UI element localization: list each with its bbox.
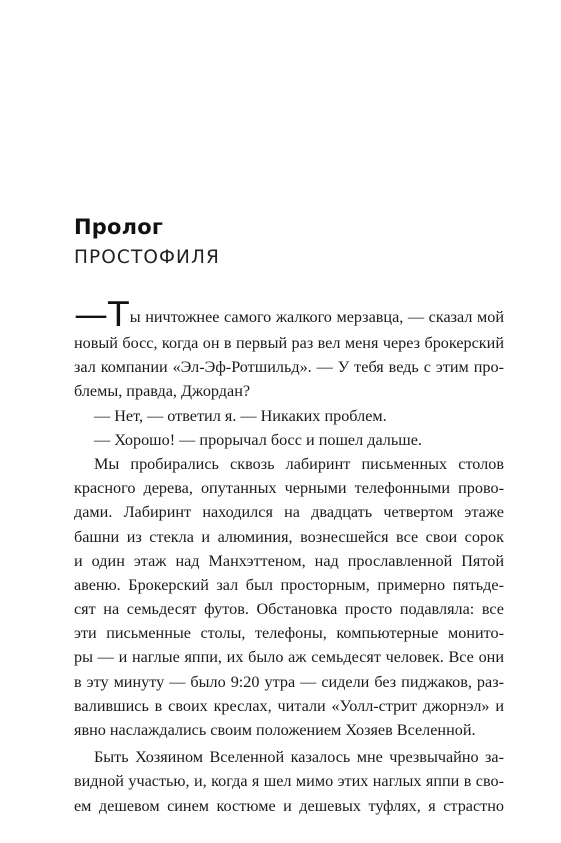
text-line: дами. Лабиринт находился на двадцать четвертом этаже bbox=[74, 503, 504, 522]
text-line: сят на семьдесят футов. Обстановка просто подавляла: все bbox=[74, 600, 504, 619]
text-line: Мы пробирались сквозь лабиринт письменных столов bbox=[94, 454, 504, 473]
text-line: новый босс, когда он в первый раз вел меня через брокерский bbox=[74, 334, 504, 352]
text-line: явно наслаждались своим положением Хозяев Вселенной. bbox=[74, 721, 476, 739]
text-line: ры — и наглые яппи, их было аж семьдесят человек. Все они bbox=[74, 648, 504, 667]
text-line: ем дешевом синем костюме и дешевых туфлях, я страстно bbox=[74, 796, 504, 815]
text-line: — Хорошо! — прорычал босс и пошел дальше. bbox=[94, 430, 422, 449]
text-line: валившись в своих креслах, читали «Уолл-стрит джорнэл» и bbox=[74, 696, 504, 715]
text-line: видной участью, и, когда я шел мимо этих наглых яппи в сво- bbox=[74, 772, 504, 791]
text-line: в эту минуту — было 9:20 утра — сидели без пиджаков, раз- bbox=[74, 672, 504, 691]
body-text bbox=[74, 295, 504, 818]
text-line: красного дерева, опутанных черными телефонными прово- bbox=[74, 479, 504, 498]
text-line: авеню. Брокерский зал был просторным, примерно пятьде- bbox=[74, 575, 504, 594]
chapter-title: ПРОСТОФИЛЯ bbox=[74, 247, 220, 268]
drop-cap: —Т bbox=[74, 295, 129, 335]
text-line: башни из стекла и алюминия, вознесшейся все свои сорок bbox=[74, 527, 504, 546]
text-line: эти письменные столы, телефоны, компьютерные монито- bbox=[74, 624, 504, 643]
text-line: — Нет, — ответил я. — Никаких проблем. bbox=[94, 406, 387, 425]
chapter-label: Пролог bbox=[74, 215, 164, 239]
text-line-content: ы ничтожнее самого жалкого мерзавца, — сказал мой bbox=[129, 308, 504, 326]
text-line bbox=[74, 295, 504, 335]
text-line: Быть Хозяином Вселенной казалось мне чрезвычайно за- bbox=[94, 748, 504, 767]
text-line: блемы, правда, Джордан? bbox=[74, 382, 251, 401]
text-line: зал компании «Эл-Эф-Ротшильд». — У тебя ведь с этим про- bbox=[74, 358, 504, 377]
text-line: и один этаж над Манхэттеном, над прославленной Пятой bbox=[74, 551, 504, 570]
